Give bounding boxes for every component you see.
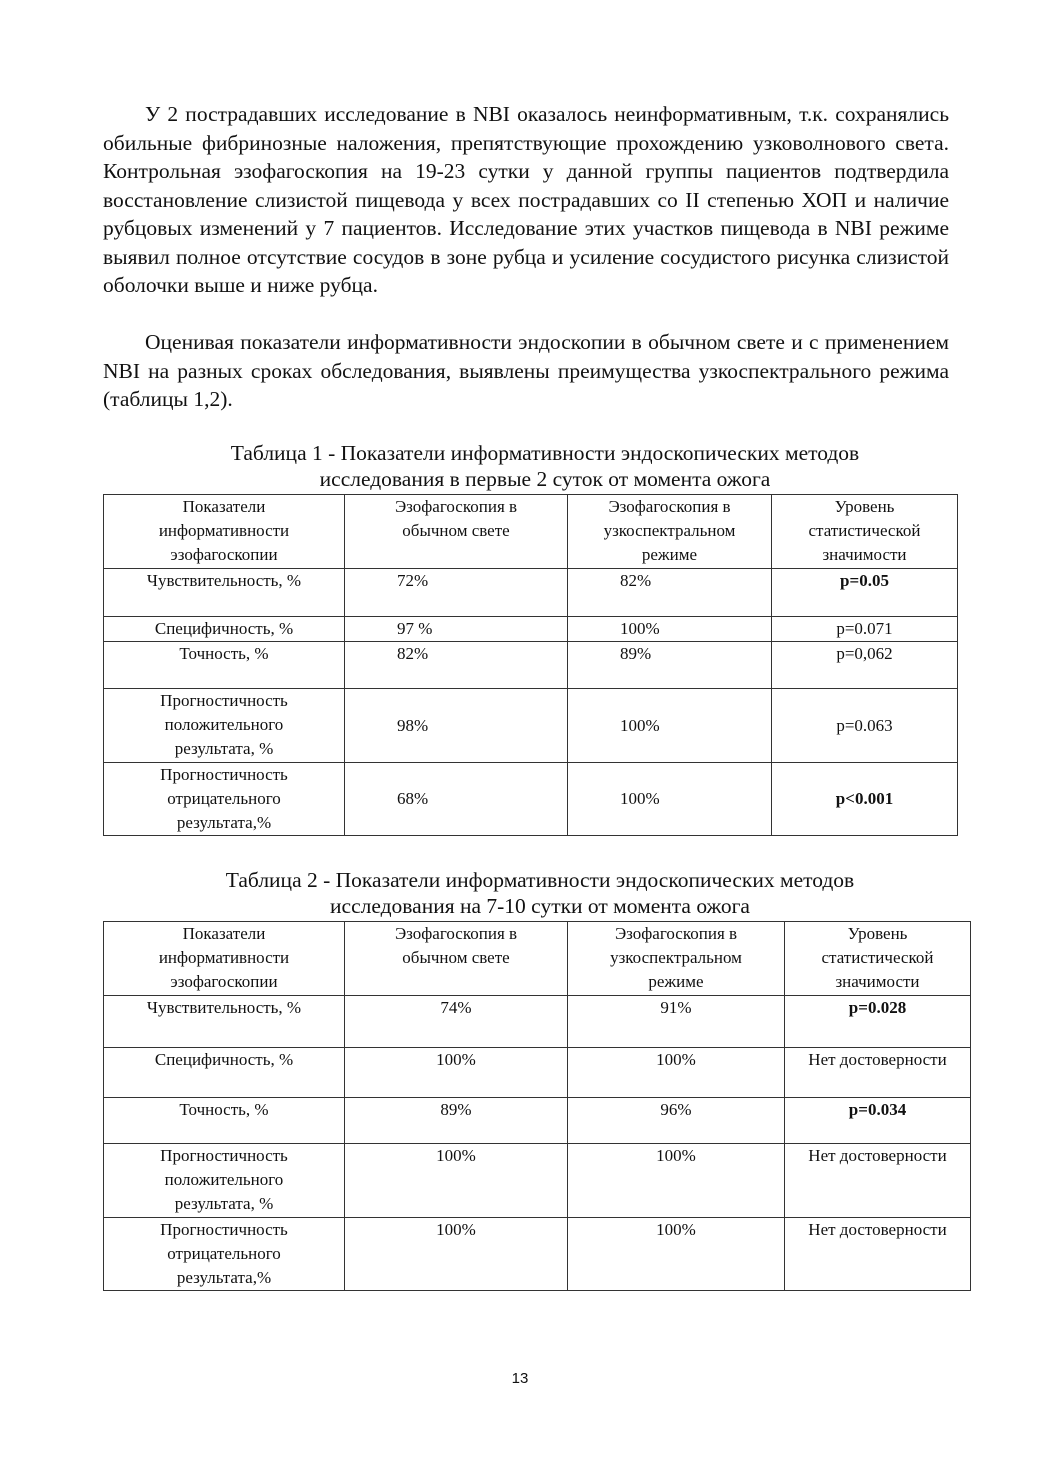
table-cell: 82%: [345, 642, 568, 689]
table-row: [104, 1098, 971, 1144]
table-cell: Нет достоверности: [785, 1048, 971, 1098]
table-cell: 74%: [345, 996, 568, 1048]
table-cell: p=0.028: [785, 996, 971, 1048]
table-row: [104, 569, 958, 617]
table1: [103, 494, 958, 836]
table-cell: p=0.063: [772, 689, 958, 763]
header-cell: Эзофагоскопия в узкоспектральном режиме: [568, 922, 785, 996]
table-row: [104, 689, 958, 763]
table-cell: Прогностичность отрицательного результата,%: [104, 763, 345, 836]
table-cell: 100%: [568, 689, 772, 763]
header-cell: Эзофагоскопия в узкоспектральном режиме: [568, 495, 772, 569]
table-cell: Чувствительность, %: [104, 569, 345, 617]
table-row: [104, 763, 958, 836]
header-cell: Эзофагоскопия в обычном свете: [345, 495, 568, 569]
table-cell: 89%: [568, 642, 772, 689]
table1-caption: [103, 440, 987, 492]
header-cell: Уровень статистической значимости: [772, 495, 958, 569]
table-cell: 100%: [345, 1048, 568, 1098]
table-cell: 100%: [345, 1218, 568, 1291]
table-cell: p=0.05: [772, 569, 958, 617]
table-cell: p=0.071: [772, 617, 958, 642]
table-cell: Чувствительность, %: [104, 996, 345, 1048]
table-cell: 89%: [345, 1098, 568, 1144]
table-cell: 72%: [345, 569, 568, 617]
paragraph-1: У 2 пострадавших исследование в NBI оказалось неинформативным, т.к. сохранялись обильные фибринозные наложения, препятствующие прохождению узковолнового света. Контрольная эзофагоскопия на 19-23 сутки у данной группы пациентов подтвердила восстановление слизистой пищевода у всех пострадавших со II степенью ХОП и наличие рубцовых изменений у 7 пациентов. Исследование этих участков пищевода в NBI режиме выявил полное отсутствие сосудов в зоне рубца и усиление сосудистого рисунка слизистой оболочки выше и ниже рубца.: [103, 102, 949, 297]
table-cell: Специфичность, %: [104, 1048, 345, 1098]
table-row: [104, 1218, 971, 1291]
page-number: 13: [511, 1370, 529, 1387]
header-cell: Уровень статистической значимости: [785, 922, 971, 996]
table-cell: p=0.034: [785, 1098, 971, 1144]
table-cell: 96%: [568, 1098, 785, 1144]
table-row: [104, 1048, 971, 1098]
table-cell: 82%: [568, 569, 772, 617]
table2-caption-line1: Таблица 2 - Показатели информативности эндоскопических методов: [225, 868, 855, 892]
table-cell: 100%: [568, 617, 772, 642]
table-header-row: [104, 495, 958, 569]
table-cell: Точность, %: [104, 642, 345, 689]
header-cell: Показатели информативности эзофагоскопии: [104, 922, 345, 996]
table-cell: Прогностичность положительного результата, %: [104, 1144, 345, 1218]
table-cell: 97 %: [345, 617, 568, 642]
table-row: [104, 617, 958, 642]
table2: [103, 921, 971, 1291]
table-cell: 68%: [345, 763, 568, 836]
table-cell: 100%: [345, 1144, 568, 1218]
table-cell: 100%: [568, 1048, 785, 1098]
table-cell: 100%: [568, 1218, 785, 1291]
table-cell: Прогностичность положительного результата, %: [104, 689, 345, 763]
table-cell: Нет достоверности: [785, 1144, 971, 1218]
table-cell: 100%: [568, 1144, 785, 1218]
table-cell: 98%: [345, 689, 568, 763]
table-row: [104, 1144, 971, 1218]
table1-caption-line2: исследования в первые 2 суток от момента ожога: [319, 467, 771, 491]
table-cell: p<0.001: [772, 763, 958, 836]
table-cell: 91%: [568, 996, 785, 1048]
table2-caption-line2: исследования на 7-10 сутки от момента ожога: [330, 894, 750, 918]
table-cell: Точность, %: [104, 1098, 345, 1144]
paragraph-2: Оценивая показатели информативности эндоскопии в обычном свете и с применением NBI на разных сроках обследования, выявлены преимущества узкоспектрального режима (таблицы 1,2).: [103, 330, 949, 411]
table-header-row: [104, 922, 971, 996]
table2-caption: [103, 867, 977, 919]
table-cell: p=0,062: [772, 642, 958, 689]
table-cell: Нет достоверности: [785, 1218, 971, 1291]
header-cell: Показатели информативности эзофагоскопии: [104, 495, 345, 569]
table-row: [104, 996, 971, 1048]
table-row: [104, 642, 958, 689]
table-cell: 100%: [568, 763, 772, 836]
table1-caption-line1: Таблица 1 - Показатели информативности эндоскопических методов: [230, 441, 860, 465]
table-cell: Специфичность, %: [104, 617, 345, 642]
table-cell: Прогностичность отрицательного результата,%: [104, 1218, 345, 1291]
header-cell: Эзофагоскопия в обычном свете: [345, 922, 568, 996]
